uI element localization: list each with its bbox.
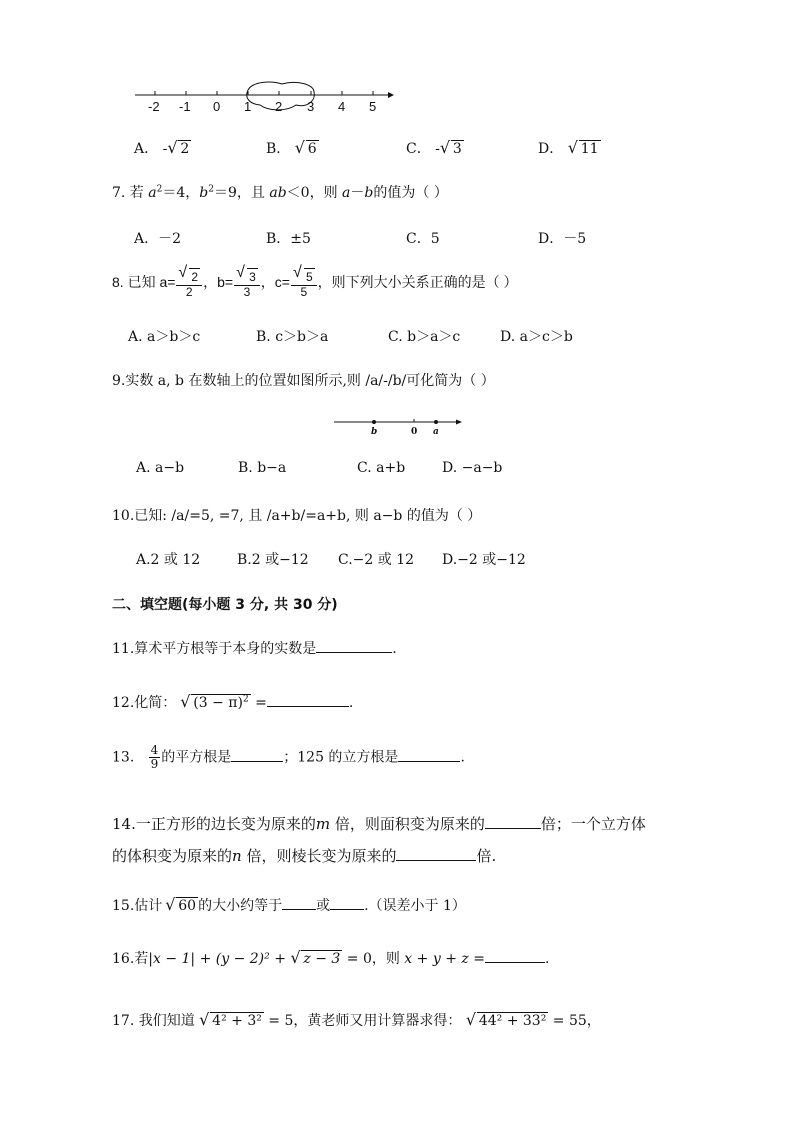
q14-line2: 的体积变为原来的n 倍，则棱长变为原来的 倍. bbox=[112, 847, 497, 865]
tick-label: 0 bbox=[213, 99, 221, 114]
tick-label: 4 bbox=[338, 99, 346, 114]
answer-blank[interactable] bbox=[485, 814, 541, 829]
q8-option-a[interactable]: A. a＞b＞c bbox=[128, 329, 201, 345]
q10-option-c[interactable]: C.−2 或 12 bbox=[338, 552, 415, 568]
q7-stem: 7. 若 $a^2=4$，$b^2=9$，且 ab＜0，则 a－b的值为（ ） bbox=[112, 184, 448, 201]
answer-blank[interactable] bbox=[282, 895, 316, 910]
answer-blank[interactable] bbox=[316, 638, 392, 653]
point-a bbox=[434, 420, 438, 424]
number-line-q6 bbox=[130, 78, 400, 118]
tick-label: 5 bbox=[369, 99, 377, 114]
q6-option-d[interactable]: D． √ 11 bbox=[538, 138, 601, 158]
sqrt-symbol: √ 11 bbox=[568, 140, 601, 157]
q10-option-a[interactable]: A.2 或 12 bbox=[136, 552, 201, 568]
sqrt-symbol: √ 3 bbox=[440, 140, 464, 157]
q8-stem: 8. 已知 a= √ $\frac{2}{2}$ ，b= √ $\frac{3}{3}$ ，c= √ $\frac{5}{5}$ ，则下列大小关系正确的是（ ） bbox=[112, 268, 518, 299]
answer-blank[interactable] bbox=[398, 747, 460, 762]
tick-label: 3 bbox=[307, 99, 315, 114]
q9-stem: 9.实数 a, b 在数轴上的位置如图所示,则 /a/-/b/可化简为（ ） bbox=[112, 373, 495, 389]
tick-label: -1 bbox=[179, 99, 191, 114]
tick-label: 1 bbox=[244, 99, 252, 114]
label-zero: 0 bbox=[411, 427, 418, 437]
answer-blank[interactable] bbox=[231, 747, 283, 762]
sqrt-symbol: √ 2 bbox=[167, 140, 191, 157]
sqrt-symbol: √ 6 bbox=[295, 140, 319, 157]
q7-option-a[interactable]: A．－2 bbox=[134, 231, 182, 247]
q6-option-c[interactable]: C． -√ 3 bbox=[406, 138, 464, 158]
tick-label: 2 bbox=[275, 99, 283, 114]
q13: 13. $\frac{4}{9}$ 的平方根是 ；125 的立方根是 . bbox=[112, 743, 465, 771]
q11: 11.算术平方根等于本身的实数是 . bbox=[112, 638, 397, 658]
q9-option-d[interactable]: D. −a−b bbox=[442, 460, 503, 476]
q17: 17. 我们知道 √ 4² + 3² = 5，黄老师又用计算器求得： √ 44² + 33² = 55， bbox=[112, 1010, 601, 1030]
answer-blank[interactable] bbox=[330, 895, 364, 910]
label-a: a bbox=[433, 427, 439, 437]
q8-option-c[interactable]: C. b＞a＞c bbox=[388, 329, 461, 345]
q10-option-b[interactable]: B.2 或−12 bbox=[237, 552, 309, 568]
q7-option-c[interactable]: C．5 bbox=[406, 231, 440, 247]
answer-blank[interactable] bbox=[267, 692, 349, 707]
section-heading: 二、填空题(每小题 3 分, 共 30 分) bbox=[112, 597, 338, 613]
q6-option-a[interactable]: A． -√ 2 bbox=[134, 138, 191, 158]
number-line-q9 bbox=[330, 412, 466, 438]
q12: 12.化简：√ $(3 - \pi)^2$ = . bbox=[112, 692, 353, 712]
q8-option-b[interactable]: B. c＞b＞a bbox=[256, 329, 329, 345]
q10-stem: 10.已知: /a/=5, =7, 且 /a+b/=a+b, 则 a−b 的值为（ ） bbox=[112, 508, 482, 524]
q15: 15.估计√ 60 的大小约等于 或 .（误差小于 1） bbox=[112, 895, 466, 915]
q9-option-a[interactable]: A. a−b bbox=[136, 460, 185, 476]
q10-option-d[interactable]: D.−2 或−12 bbox=[442, 552, 526, 568]
point-b bbox=[372, 420, 376, 424]
answer-blank[interactable] bbox=[485, 948, 545, 963]
q14-line1: 14.一正方形的边长变为原来的m 倍，则面积变为原来的 倍；一个立方体 bbox=[112, 815, 646, 833]
q7-option-d[interactable]: D．－5 bbox=[538, 231, 587, 247]
answer-blank[interactable] bbox=[396, 846, 476, 861]
q9-option-c[interactable]: C. a+b bbox=[357, 460, 406, 476]
q7-option-b[interactable]: B．±5 bbox=[266, 231, 311, 247]
q8-option-d[interactable]: D. a＞c＞b bbox=[500, 329, 573, 345]
q16: 16.若|x − 1| + (y − 2)² + √ z − 3 = 0，则 x + y + z = . bbox=[112, 948, 549, 968]
tick-label: -2 bbox=[148, 99, 160, 114]
q9-option-b[interactable]: B. b−a bbox=[238, 460, 287, 476]
label-b: b bbox=[371, 427, 378, 437]
q6-option-b[interactable]: B． √ 6 bbox=[266, 138, 319, 158]
